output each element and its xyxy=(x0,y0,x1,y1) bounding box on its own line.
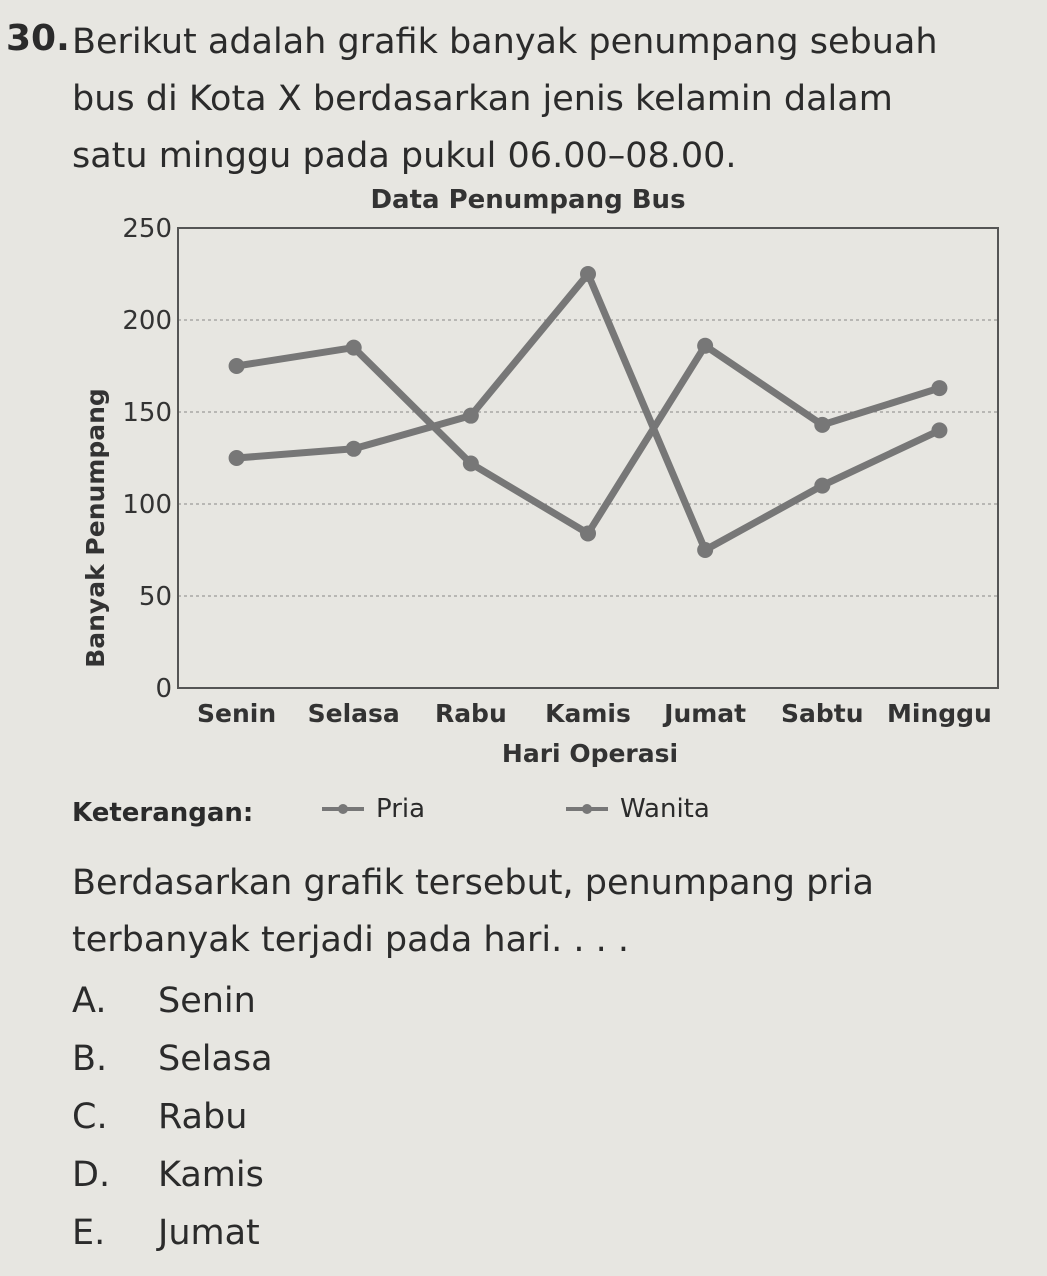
legend xyxy=(72,790,1022,840)
y-tick-label: 150 xyxy=(122,398,172,428)
x-tick-label: Minggu xyxy=(887,699,992,728)
chart-title: Data Penumpang Bus xyxy=(370,185,686,215)
option-letter: E. xyxy=(72,1213,106,1253)
x-tick-label: Kamis xyxy=(545,699,631,728)
option-text: Kamis xyxy=(158,1155,264,1195)
x-axis-label: Hari Operasi xyxy=(501,739,679,768)
question-prompt xyxy=(72,855,1022,969)
intro-line: bus di Kota X berdasarkan jenis kelamin dalam xyxy=(72,79,893,119)
question-number: 30. xyxy=(6,18,70,59)
legend-label-pria: Pria xyxy=(376,794,426,824)
y-tick-label: 250 xyxy=(122,214,172,244)
x-tick-label: Rabu xyxy=(434,699,507,728)
prompt-line: Berdasarkan grafik tersebut, penumpang pria xyxy=(72,863,874,903)
data-point xyxy=(580,266,596,282)
legend-marker-icon xyxy=(564,799,610,819)
series-line xyxy=(237,346,940,534)
option-b[interactable] xyxy=(72,1030,273,1088)
x-tick-label: Selasa xyxy=(307,699,400,728)
y-tick-label: 200 xyxy=(122,306,172,336)
data-point xyxy=(931,422,947,438)
intro-line: satu minggu pada pukul 06.00–08.00. xyxy=(72,136,737,176)
line-chart xyxy=(0,170,1047,770)
legend-label-wanita: Wanita xyxy=(620,794,710,824)
option-text: Jumat xyxy=(158,1213,260,1253)
option-a[interactable] xyxy=(72,972,273,1030)
option-letter: B. xyxy=(72,1039,108,1079)
data-point xyxy=(697,338,713,354)
question-intro xyxy=(72,14,1022,185)
option-d[interactable] xyxy=(72,1146,273,1204)
data-point xyxy=(463,456,479,472)
intro-line: Berikut adalah grafik banyak penumpang sebuah xyxy=(72,22,938,62)
legend-marker-icon xyxy=(320,799,366,819)
option-letter: A. xyxy=(72,981,107,1021)
legend-item-pria xyxy=(320,794,425,824)
x-tick-label: Jumat xyxy=(664,699,747,728)
option-c[interactable] xyxy=(72,1088,273,1146)
option-text: Senin xyxy=(158,981,256,1021)
option-text: Rabu xyxy=(158,1097,248,1137)
option-text: Selasa xyxy=(158,1039,273,1079)
data-point xyxy=(463,408,479,424)
data-point xyxy=(697,542,713,558)
x-tick-label: Senin xyxy=(197,699,277,728)
option-e[interactable] xyxy=(72,1204,273,1262)
legend-title: Keterangan: xyxy=(72,798,254,828)
x-tick-label: Sabtu xyxy=(781,699,864,728)
data-point xyxy=(580,525,596,541)
data-point xyxy=(814,417,830,433)
data-point xyxy=(931,380,947,396)
data-point xyxy=(229,358,245,374)
data-point xyxy=(229,450,245,466)
y-tick-label: 0 xyxy=(155,674,172,704)
y-tick-label: 50 xyxy=(138,582,172,612)
legend-item-wanita xyxy=(564,794,710,824)
answer-options xyxy=(72,972,273,1262)
y-tick-label: 100 xyxy=(122,490,172,520)
option-letter: D. xyxy=(72,1155,111,1195)
prompt-line: terbanyak terjadi pada hari. . . . xyxy=(72,920,630,960)
y-axis-label: Banyak Penumpang xyxy=(81,388,110,668)
option-letter: C. xyxy=(72,1097,108,1137)
data-point xyxy=(814,478,830,494)
data-point xyxy=(346,441,362,457)
data-point xyxy=(346,340,362,356)
